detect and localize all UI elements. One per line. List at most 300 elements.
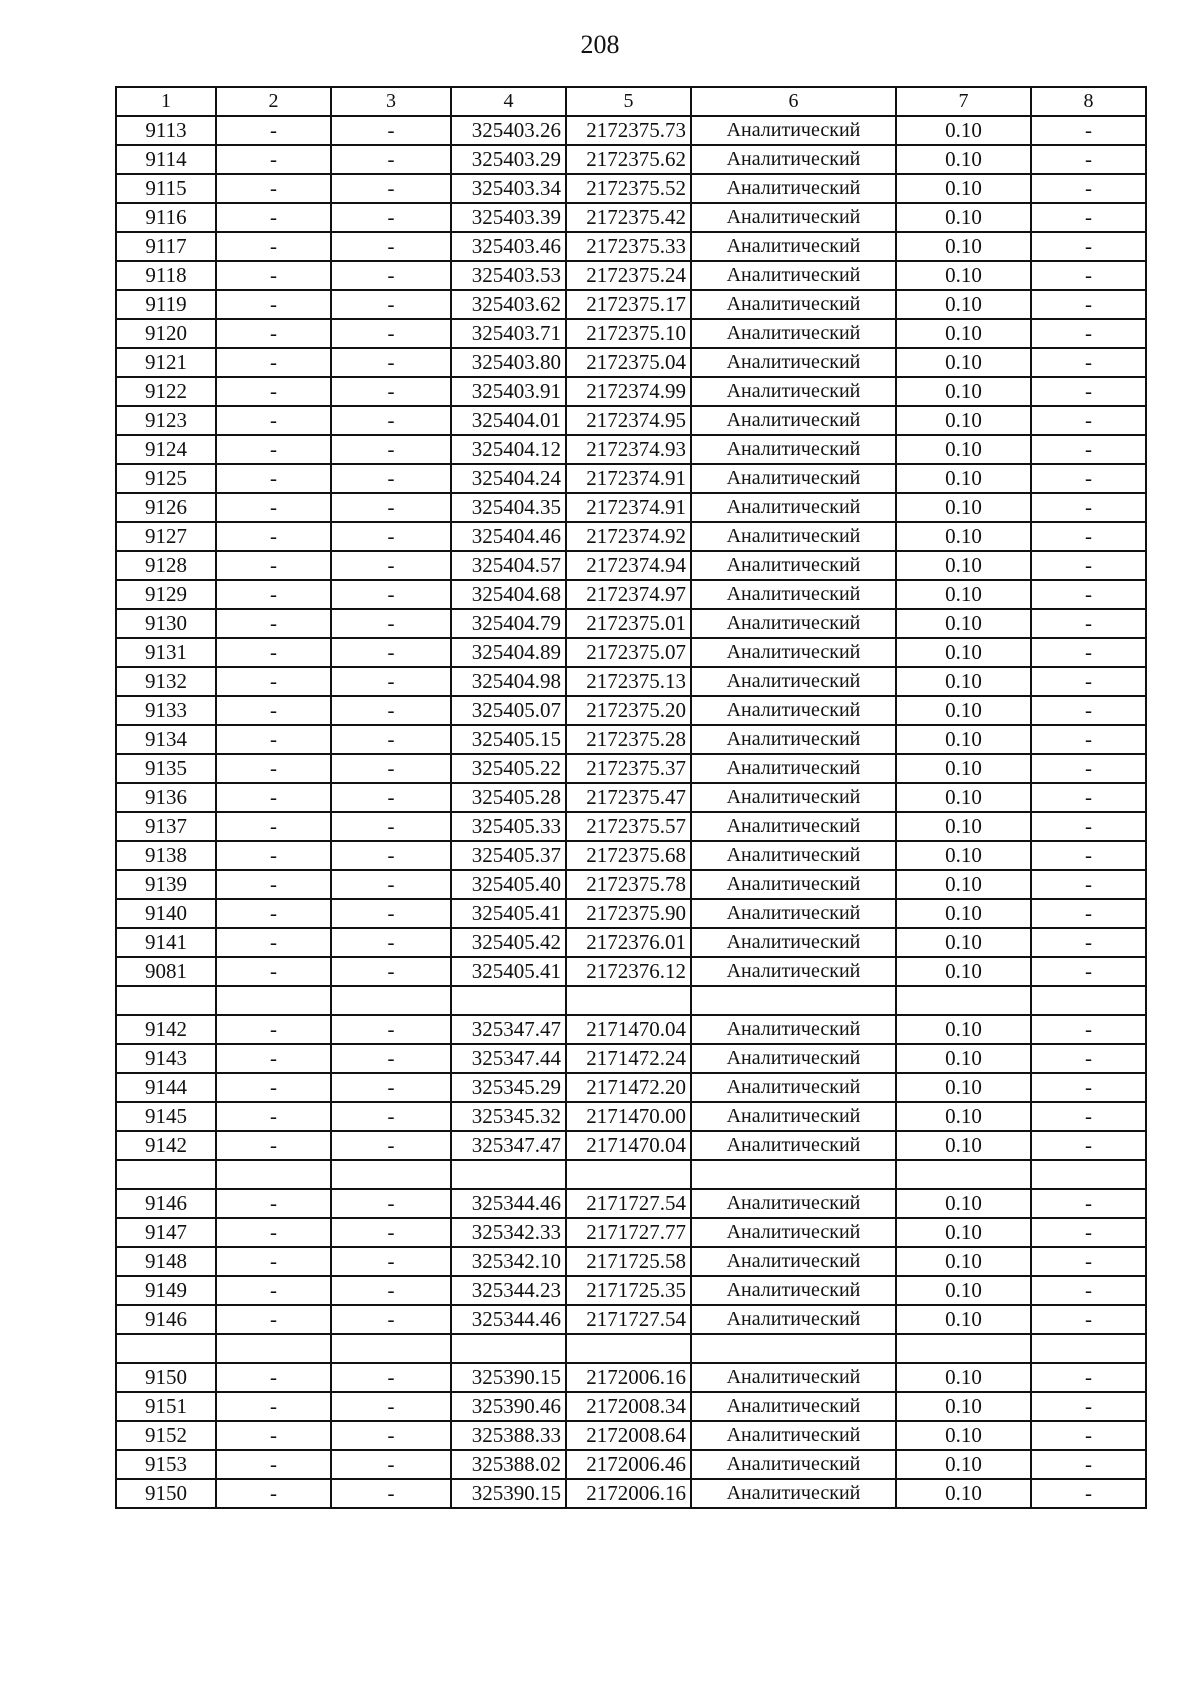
cell-col-3: - (331, 232, 451, 261)
cell-col-7: 0.10 (896, 928, 1031, 957)
cell-col-5: 2171727.54 (566, 1305, 691, 1334)
table-row (116, 899, 1146, 928)
cell-col-4: 325344.46 (451, 1305, 566, 1334)
separator-row (116, 986, 1146, 1015)
cell-col-4: 325347.44 (451, 1044, 566, 1073)
cell-col-8: - (1031, 580, 1146, 609)
cell-col-3: - (331, 899, 451, 928)
cell-col-1: 9123 (116, 406, 216, 435)
cell-col-5: 2172374.97 (566, 580, 691, 609)
cell-col-2: - (216, 348, 331, 377)
cell-col-6: Аналитический (691, 1189, 896, 1218)
cell-col-8: - (1031, 1392, 1146, 1421)
cell-col-3: - (331, 638, 451, 667)
cell-col-2: - (216, 1247, 331, 1276)
cell-col-5: 2172375.68 (566, 841, 691, 870)
cell-col-8 (1031, 986, 1146, 1015)
cell-col-2: - (216, 174, 331, 203)
table-row (116, 1102, 1146, 1131)
cell-col-6: Аналитический (691, 290, 896, 319)
cell-col-8: - (1031, 1305, 1146, 1334)
cell-col-6: Аналитический (691, 754, 896, 783)
cell-col-1: 9122 (116, 377, 216, 406)
cell-col-8: - (1031, 435, 1146, 464)
cell-col-2: - (216, 899, 331, 928)
cell-col-6 (691, 986, 896, 1015)
cell-col-7 (896, 1160, 1031, 1189)
table-header-row (116, 87, 1146, 116)
cell-col-2: - (216, 1421, 331, 1450)
cell-col-8: - (1031, 841, 1146, 870)
cell-col-4: 325405.40 (451, 870, 566, 899)
cell-col-7: 0.10 (896, 1102, 1031, 1131)
cell-col-2: - (216, 1392, 331, 1421)
cell-col-1: 9115 (116, 174, 216, 203)
cell-col-3: - (331, 1102, 451, 1131)
cell-col-4: 325404.01 (451, 406, 566, 435)
cell-col-2: - (216, 928, 331, 957)
cell-col-5: 2172375.28 (566, 725, 691, 754)
cell-col-5: 2172375.10 (566, 319, 691, 348)
cell-col-8: - (1031, 1276, 1146, 1305)
cell-col-1: 9124 (116, 435, 216, 464)
separator-row (116, 1160, 1146, 1189)
cell-col-7: 0.10 (896, 406, 1031, 435)
cell-col-2: - (216, 377, 331, 406)
cell-col-1: 9141 (116, 928, 216, 957)
cell-col-8: - (1031, 1363, 1146, 1392)
table-row (116, 783, 1146, 812)
column-header-2: 2 (216, 87, 331, 116)
cell-col-8: - (1031, 957, 1146, 986)
cell-col-2: - (216, 1044, 331, 1073)
cell-col-1: 9147 (116, 1218, 216, 1247)
cell-col-3: - (331, 1131, 451, 1160)
cell-col-4: 325403.53 (451, 261, 566, 290)
cell-col-7: 0.10 (896, 435, 1031, 464)
cell-col-2: - (216, 435, 331, 464)
cell-col-4: 325404.24 (451, 464, 566, 493)
cell-col-7: 0.10 (896, 290, 1031, 319)
cell-col-7: 0.10 (896, 754, 1031, 783)
cell-col-3 (331, 1334, 451, 1363)
cell-col-4: 325403.34 (451, 174, 566, 203)
table-row (116, 435, 1146, 464)
column-header-7: 7 (896, 87, 1031, 116)
cell-col-4 (451, 986, 566, 1015)
cell-col-4 (451, 1160, 566, 1189)
cell-col-5: 2172375.42 (566, 203, 691, 232)
cell-col-6: Аналитический (691, 551, 896, 580)
cell-col-3: - (331, 841, 451, 870)
cell-col-1: 9117 (116, 232, 216, 261)
cell-col-6: Аналитический (691, 1421, 896, 1450)
cell-col-7: 0.10 (896, 1073, 1031, 1102)
cell-col-6: Аналитический (691, 1479, 896, 1508)
cell-col-1: 9133 (116, 696, 216, 725)
cell-col-3: - (331, 957, 451, 986)
cell-col-4: 325403.26 (451, 116, 566, 145)
cell-col-8: - (1031, 1247, 1146, 1276)
cell-col-5: 2171725.58 (566, 1247, 691, 1276)
cell-col-7: 0.10 (896, 1479, 1031, 1508)
cell-col-6: Аналитический (691, 609, 896, 638)
table-row (116, 754, 1146, 783)
cell-col-6: Аналитический (691, 1363, 896, 1392)
cell-col-4: 325345.29 (451, 1073, 566, 1102)
cell-col-2: - (216, 493, 331, 522)
cell-col-5: 2172006.46 (566, 1450, 691, 1479)
cell-col-6: Аналитический (691, 812, 896, 841)
cell-col-8: - (1031, 812, 1146, 841)
table-row (116, 145, 1146, 174)
cell-col-2: - (216, 783, 331, 812)
cell-col-6: Аналитический (691, 435, 896, 464)
table-row (116, 493, 1146, 522)
table-row (116, 464, 1146, 493)
cell-col-8: - (1031, 261, 1146, 290)
cell-col-7: 0.10 (896, 203, 1031, 232)
cell-col-3: - (331, 435, 451, 464)
cell-col-5: 2171727.77 (566, 1218, 691, 1247)
cell-col-5: 2172375.78 (566, 870, 691, 899)
cell-col-4: 325403.46 (451, 232, 566, 261)
cell-col-3: - (331, 551, 451, 580)
cell-col-5: 2172375.47 (566, 783, 691, 812)
cell-col-7: 0.10 (896, 783, 1031, 812)
cell-col-4: 325403.80 (451, 348, 566, 377)
cell-col-4: 325344.46 (451, 1189, 566, 1218)
cell-col-2: - (216, 812, 331, 841)
cell-col-1: 9152 (116, 1421, 216, 1450)
cell-col-4: 325404.12 (451, 435, 566, 464)
cell-col-8: - (1031, 1189, 1146, 1218)
table-row (116, 174, 1146, 203)
cell-col-5: 2172376.12 (566, 957, 691, 986)
cell-col-1: 9150 (116, 1363, 216, 1392)
cell-col-5: 2172374.92 (566, 522, 691, 551)
cell-col-5: 2172374.91 (566, 493, 691, 522)
cell-col-1: 9146 (116, 1305, 216, 1334)
cell-col-1: 9138 (116, 841, 216, 870)
cell-col-7: 0.10 (896, 1247, 1031, 1276)
cell-col-1: 9140 (116, 899, 216, 928)
table-row (116, 580, 1146, 609)
cell-col-6: Аналитический (691, 1015, 896, 1044)
cell-col-4: 325404.89 (451, 638, 566, 667)
cell-col-8: - (1031, 638, 1146, 667)
table-row (116, 725, 1146, 754)
cell-col-6: Аналитический (691, 1131, 896, 1160)
cell-col-7: 0.10 (896, 348, 1031, 377)
cell-col-6: Аналитический (691, 783, 896, 812)
cell-col-7: 0.10 (896, 145, 1031, 174)
cell-col-6: Аналитический (691, 870, 896, 899)
cell-col-6 (691, 1334, 896, 1363)
cell-col-1: 9150 (116, 1479, 216, 1508)
cell-col-7: 0.10 (896, 1189, 1031, 1218)
cell-col-6: Аналитический (691, 522, 896, 551)
cell-col-3: - (331, 580, 451, 609)
cell-col-2: - (216, 957, 331, 986)
cell-col-5: 2171472.24 (566, 1044, 691, 1073)
cell-col-7: 0.10 (896, 261, 1031, 290)
cell-col-6: Аналитический (691, 696, 896, 725)
cell-col-6: Аналитический (691, 1392, 896, 1421)
cell-col-6: Аналитический (691, 1276, 896, 1305)
cell-col-4: 325390.15 (451, 1479, 566, 1508)
table-row (116, 319, 1146, 348)
table-row (116, 1421, 1146, 1450)
cell-col-5: 2172375.52 (566, 174, 691, 203)
cell-col-1: 9134 (116, 725, 216, 754)
cell-col-6: Аналитический (691, 145, 896, 174)
cell-col-3: - (331, 1015, 451, 1044)
cell-col-2: - (216, 841, 331, 870)
cell-col-4: 325345.32 (451, 1102, 566, 1131)
table-row (116, 1305, 1146, 1334)
cell-col-2: - (216, 870, 331, 899)
cell-col-3: - (331, 348, 451, 377)
cell-col-4: 325403.71 (451, 319, 566, 348)
cell-col-1: 9113 (116, 116, 216, 145)
cell-col-7: 0.10 (896, 116, 1031, 145)
cell-col-1: 9139 (116, 870, 216, 899)
cell-col-1: 9144 (116, 1073, 216, 1102)
cell-col-5: 2172374.93 (566, 435, 691, 464)
cell-col-7: 0.10 (896, 1421, 1031, 1450)
cell-col-2: - (216, 1073, 331, 1102)
cell-col-8: - (1031, 377, 1146, 406)
cell-col-8: - (1031, 928, 1146, 957)
cell-col-8: - (1031, 522, 1146, 551)
cell-col-8: - (1031, 1131, 1146, 1160)
cell-col-2: - (216, 1218, 331, 1247)
table-row (116, 957, 1146, 986)
cell-col-7: 0.10 (896, 1218, 1031, 1247)
cell-col-7: 0.10 (896, 464, 1031, 493)
cell-col-3: - (331, 203, 451, 232)
cell-col-3: - (331, 725, 451, 754)
cell-col-2: - (216, 754, 331, 783)
cell-col-1: 9121 (116, 348, 216, 377)
cell-col-8: - (1031, 870, 1146, 899)
cell-col-3: - (331, 696, 451, 725)
cell-col-8: - (1031, 493, 1146, 522)
cell-col-1: 9137 (116, 812, 216, 841)
cell-col-5: 2172375.13 (566, 667, 691, 696)
column-header-8: 8 (1031, 87, 1146, 116)
cell-col-3 (331, 1160, 451, 1189)
cell-col-7: 0.10 (896, 1044, 1031, 1073)
cell-col-1: 9142 (116, 1015, 216, 1044)
cell-col-4: 325403.39 (451, 203, 566, 232)
table-row (116, 232, 1146, 261)
cell-col-6: Аналитический (691, 1102, 896, 1131)
cell-col-2: - (216, 522, 331, 551)
cell-col-6: Аналитический (691, 1305, 896, 1334)
table-row (116, 1276, 1146, 1305)
table-row (116, 1044, 1146, 1073)
cell-col-6: Аналитический (691, 638, 896, 667)
cell-col-6: Аналитический (691, 667, 896, 696)
cell-col-5 (566, 1160, 691, 1189)
cell-col-4: 325405.07 (451, 696, 566, 725)
cell-col-4: 325344.23 (451, 1276, 566, 1305)
cell-col-5: 2172375.04 (566, 348, 691, 377)
cell-col-6: Аналитический (691, 1450, 896, 1479)
cell-col-4: 325403.62 (451, 290, 566, 319)
cell-col-7: 0.10 (896, 696, 1031, 725)
cell-col-5: 2172006.16 (566, 1363, 691, 1392)
cell-col-4: 325405.28 (451, 783, 566, 812)
cell-col-5: 2171470.00 (566, 1102, 691, 1131)
cell-col-8: - (1031, 348, 1146, 377)
cell-col-1 (116, 986, 216, 1015)
cell-col-1: 9129 (116, 580, 216, 609)
table-row (116, 928, 1146, 957)
table-row (116, 261, 1146, 290)
table-row (116, 812, 1146, 841)
cell-col-8: - (1031, 1102, 1146, 1131)
table-row (116, 1363, 1146, 1392)
cell-col-3: - (331, 377, 451, 406)
cell-col-3: - (331, 116, 451, 145)
cell-col-3: - (331, 609, 451, 638)
cell-col-4: 325405.15 (451, 725, 566, 754)
cell-col-5: 2172008.64 (566, 1421, 691, 1450)
cell-col-5: 2172375.73 (566, 116, 691, 145)
cell-col-3: - (331, 1450, 451, 1479)
cell-col-6: Аналитический (691, 464, 896, 493)
cell-col-1: 9153 (116, 1450, 216, 1479)
cell-col-5: 2172375.17 (566, 290, 691, 319)
cell-col-8: - (1031, 464, 1146, 493)
cell-col-1: 9148 (116, 1247, 216, 1276)
cell-col-4: 325342.33 (451, 1218, 566, 1247)
cell-col-8: - (1031, 1218, 1146, 1247)
cell-col-8: - (1031, 203, 1146, 232)
cell-col-3: - (331, 174, 451, 203)
cell-col-4: 325403.29 (451, 145, 566, 174)
cell-col-4: 325404.57 (451, 551, 566, 580)
cell-col-1: 9143 (116, 1044, 216, 1073)
cell-col-7: 0.10 (896, 667, 1031, 696)
cell-col-3: - (331, 145, 451, 174)
cell-col-8: - (1031, 290, 1146, 319)
table-row (116, 348, 1146, 377)
cell-col-2: - (216, 725, 331, 754)
cell-col-7: 0.10 (896, 609, 1031, 638)
cell-col-2: - (216, 580, 331, 609)
cell-col-2: - (216, 1276, 331, 1305)
cell-col-8: - (1031, 406, 1146, 435)
cell-col-5: 2171470.04 (566, 1131, 691, 1160)
cell-col-3: - (331, 290, 451, 319)
cell-col-3: - (331, 928, 451, 957)
cell-col-2: - (216, 551, 331, 580)
cell-col-6: Аналитический (691, 348, 896, 377)
cell-col-4: 325404.35 (451, 493, 566, 522)
table-row (116, 1479, 1146, 1508)
cell-col-8: - (1031, 116, 1146, 145)
cell-col-2: - (216, 638, 331, 667)
cell-col-5: 2171472.20 (566, 1073, 691, 1102)
table-row (116, 696, 1146, 725)
cell-col-5: 2171725.35 (566, 1276, 691, 1305)
table-row (116, 551, 1146, 580)
cell-col-4: 325405.42 (451, 928, 566, 957)
cell-col-8: - (1031, 1421, 1146, 1450)
cell-col-5: 2172374.95 (566, 406, 691, 435)
cell-col-3: - (331, 1044, 451, 1073)
cell-col-7 (896, 986, 1031, 1015)
cell-col-3: - (331, 870, 451, 899)
cell-col-4: 325390.15 (451, 1363, 566, 1392)
cell-col-6: Аналитический (691, 406, 896, 435)
table-row (116, 1073, 1146, 1102)
cell-col-2: - (216, 667, 331, 696)
cell-col-1: 9125 (116, 464, 216, 493)
table-row (116, 1131, 1146, 1160)
cell-col-3: - (331, 783, 451, 812)
cell-col-7: 0.10 (896, 870, 1031, 899)
separator-row (116, 1334, 1146, 1363)
table-row (116, 1189, 1146, 1218)
table-row (116, 609, 1146, 638)
table-row (116, 1392, 1146, 1421)
cell-col-6: Аналитический (691, 1044, 896, 1073)
cell-col-8: - (1031, 609, 1146, 638)
cell-col-1: 9081 (116, 957, 216, 986)
cell-col-2: - (216, 1305, 331, 1334)
cell-col-1: 9126 (116, 493, 216, 522)
cell-col-8 (1031, 1160, 1146, 1189)
table-row (116, 667, 1146, 696)
cell-col-1: 9127 (116, 522, 216, 551)
cell-col-3: - (331, 464, 451, 493)
cell-col-2: - (216, 1450, 331, 1479)
table-row (116, 638, 1146, 667)
cell-col-4: 325347.47 (451, 1015, 566, 1044)
cell-col-5: 2172006.16 (566, 1479, 691, 1508)
table-row (116, 377, 1146, 406)
cell-col-3: - (331, 667, 451, 696)
cell-col-1: 9128 (116, 551, 216, 580)
table-row (116, 870, 1146, 899)
cell-col-1: 9119 (116, 290, 216, 319)
cell-col-2: - (216, 1363, 331, 1392)
cell-col-3: - (331, 1479, 451, 1508)
table-row (116, 1015, 1146, 1044)
cell-col-2: - (216, 203, 331, 232)
column-header-5: 5 (566, 87, 691, 116)
column-header-1: 1 (116, 87, 216, 116)
cell-col-7: 0.10 (896, 1363, 1031, 1392)
cell-col-2: - (216, 116, 331, 145)
cell-col-4: 325404.68 (451, 580, 566, 609)
cell-col-2 (216, 1160, 331, 1189)
cell-col-2: - (216, 145, 331, 174)
cell-col-1: 9146 (116, 1189, 216, 1218)
cell-col-3: - (331, 1073, 451, 1102)
coordinates-table (115, 86, 1147, 1509)
table-row (116, 841, 1146, 870)
cell-col-6: Аналитический (691, 725, 896, 754)
cell-col-7: 0.10 (896, 1131, 1031, 1160)
cell-col-6: Аналитический (691, 899, 896, 928)
cell-col-2 (216, 986, 331, 1015)
